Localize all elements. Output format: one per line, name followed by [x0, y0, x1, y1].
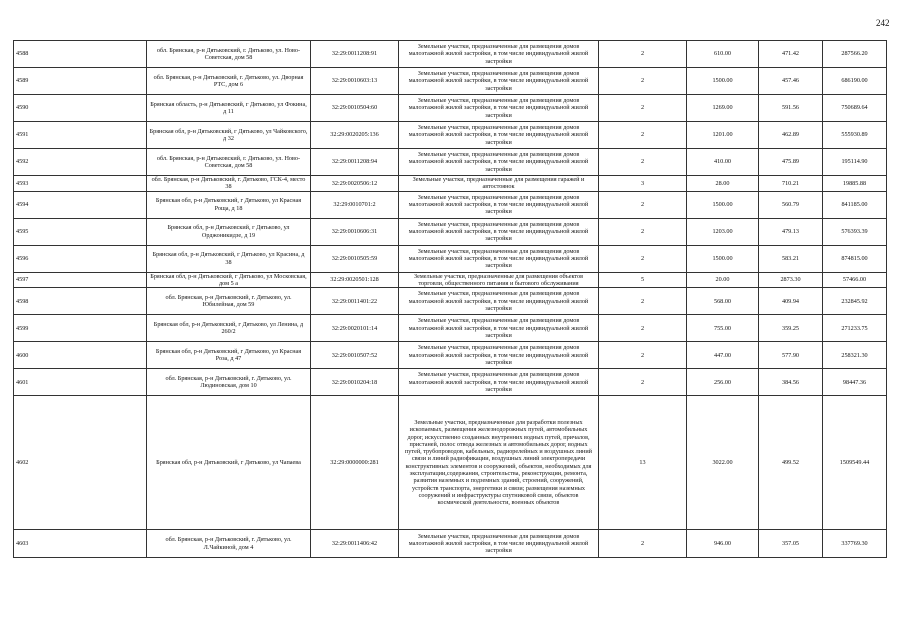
table-row [14, 342, 887, 369]
area-cell: 256.00 [687, 369, 759, 396]
specific-value-cell: 710.21 [759, 176, 823, 192]
address-cell: обл. Брянская, р-н Дятьковский, г. Дятьково, ул. Юбилейная, дом 59 [147, 288, 311, 315]
area-cell: 1500.00 [687, 191, 759, 218]
specific-value-cell: 560.79 [759, 191, 823, 218]
land-class-cell: 2 [599, 95, 687, 122]
cadastral-number-cell: 32:29:0020101:14 [311, 315, 399, 342]
table-row [14, 41, 887, 68]
land-use-cell: Земельные участки, предназначенные для размещения домов малоэтажной жилой застройки, в том числе индивидуальной жилой застройки [399, 122, 599, 149]
area-cell: 755.00 [687, 315, 759, 342]
specific-value-cell: 409.94 [759, 288, 823, 315]
row-id: 4600 [14, 342, 147, 369]
row-id: 4595 [14, 218, 147, 245]
land-class-cell: 2 [599, 191, 687, 218]
area-cell: 28.00 [687, 176, 759, 192]
land-class-cell: 2 [599, 218, 687, 245]
cadastral-number-cell: 32:29:0010701:2 [311, 191, 399, 218]
cadastral-value-cell: 19885.88 [823, 176, 887, 192]
row-id: 4596 [14, 245, 147, 272]
area-cell: 568.00 [687, 288, 759, 315]
area-cell: 946.00 [687, 530, 759, 558]
area-cell: 1500.00 [687, 245, 759, 272]
area-cell: 1269.00 [687, 95, 759, 122]
land-use-cell: Земельные участки, предназначенные для размещения домов малоэтажной жилой застройки, в том числе индивидуальной жилой застройки [399, 315, 599, 342]
address-cell: обл. Брянская, р-н Дятьковский, г. Дятьково, ул. Ново-Советская, дом 58 [147, 149, 311, 176]
address-cell: Брянская обл, р-н Дятьковский, г Дятьково, ул Орджоникидзе, д 19 [147, 218, 311, 245]
cadastral-number-cell: 32:29:0010603:13 [311, 68, 399, 95]
land-use-cell: Земельные участки, предназначенные для размещения домов малоэтажной жилой застройки, в том числе индивидуальной жилой застройки [399, 288, 599, 315]
specific-value-cell: 479.13 [759, 218, 823, 245]
row-id: 4602 [14, 396, 147, 530]
table-row [14, 530, 887, 558]
land-class-cell: 2 [599, 288, 687, 315]
land-use-cell: Земельные участки, предназначенные для размещения домов малоэтажной жилой застройки, в том числе индивидуальной жилой застройки [399, 342, 599, 369]
specific-value-cell: 462.89 [759, 122, 823, 149]
land-use-cell: Земельные участки, предназначенные для размещения домов малоэтажной жилой застройки, в том числе индивидуальной жилой застройки [399, 245, 599, 272]
cadastral-number-cell: 32:29:0011208:94 [311, 149, 399, 176]
address-cell: Брянская обл, р-н Дятьковский, г Дятьково, ул Красина, д 38 [147, 245, 311, 272]
table-row [14, 95, 887, 122]
land-class-cell: 2 [599, 342, 687, 369]
land-use-cell: Земельные участки, предназначенные для размещения домов малоэтажной жилой застройки, в том числе индивидуальной жилой застройки [399, 68, 599, 95]
area-cell: 1201.00 [687, 122, 759, 149]
address-cell: Брянская обл, р-н Дятьковский, г Дятьково, ул Красная Роща, д 18 [147, 191, 311, 218]
address-cell: обл. Брянская, р-н Дятьковский, г. Дятьково, ул. Дворная РТС, дом 6 [147, 68, 311, 95]
land-use-cell: Земельные участки, предназначенные для размещения домов малоэтажной жилой застройки, в том числе индивидуальной жилой застройки [399, 149, 599, 176]
land-use-cell: Земельные участки, предназначенные для размещения объектов торговли, общественного питания и бытового обслуживания [399, 272, 599, 288]
row-id: 4599 [14, 315, 147, 342]
cadastral-value-cell: 750689.64 [823, 95, 887, 122]
area-cell: 3022.00 [687, 396, 759, 530]
row-id: 4597 [14, 272, 147, 288]
cadastral-value-cell: 337769.30 [823, 530, 887, 558]
land-use-cell: Земельные участки, предназначенные для размещения домов малоэтажной жилой застройки, в том числе индивидуальной жилой застройки [399, 41, 599, 68]
address-cell: Брянская область, р-н Дятьковский, г Дятьково, ул Фокина, д 11 [147, 95, 311, 122]
land-use-cell: Земельные участки, предназначенные для размещения домов малоэтажной жилой застройки, в том числе индивидуальной жилой застройки [399, 218, 599, 245]
land-class-cell: 2 [599, 122, 687, 149]
specific-value-cell: 359.25 [759, 315, 823, 342]
specific-value-cell: 577.90 [759, 342, 823, 369]
row-id: 4591 [14, 122, 147, 149]
specific-value-cell: 457.46 [759, 68, 823, 95]
row-id: 4592 [14, 149, 147, 176]
address-cell: обл. Брянская, р-н Дятьковский, г. Дятьково, ул. Ново-Советская, дом 58 [147, 41, 311, 68]
cadastral-value-cell: 195114.90 [823, 149, 887, 176]
page-number: 242 [876, 18, 890, 28]
land-use-cell: Земельные участки, предназначенные для размещения домов малоэтажной жилой застройки, в том числе индивидуальной жилой застройки [399, 95, 599, 122]
address-cell: обл. Брянская, р-н Дятьковский, г. Дятьково, ГСК-4, место 38 [147, 176, 311, 192]
land-class-cell: 3 [599, 176, 687, 192]
table-row [14, 176, 887, 192]
table-row [14, 191, 887, 218]
row-id: 4601 [14, 369, 147, 396]
cadastral-number-cell: 32:29:0011401:22 [311, 288, 399, 315]
land-use-cell: Земельные участки, предназначенные для размещения домов малоэтажной жилой застройки, в том числе индивидуальной жилой застройки [399, 369, 599, 396]
land-use-cell: Земельные участки, предназначенные для размещения домов малоэтажной жилой застройки, в том числе индивидуальной жилой застройки [399, 530, 599, 558]
area-cell: 410.00 [687, 149, 759, 176]
address-cell: Брянская обл, р-н Дятьковский, г Дятьково, ул Ленина, д 260/2 [147, 315, 311, 342]
land-class-cell: 2 [599, 41, 687, 68]
cadastral-number-cell: 32:29:0010606:31 [311, 218, 399, 245]
table-row [14, 218, 887, 245]
address-cell: Брянская обл, р-н Дятьковский, г Дятьково, ул Московская, дом 5 а [147, 272, 311, 288]
specific-value-cell: 384.56 [759, 369, 823, 396]
area-cell: 1500.00 [687, 68, 759, 95]
table-row [14, 272, 887, 288]
cadastral-number-cell: 32:29:0020506:12 [311, 176, 399, 192]
cadastral-number-cell: 32:29:0020205:136 [311, 122, 399, 149]
row-id: 4588 [14, 41, 147, 68]
cadastral-value-cell: 232845.92 [823, 288, 887, 315]
land-use-cell: Земельные участки, предназначенные для размещения домов малоэтажной жилой застройки, в том числе индивидуальной жилой застройки [399, 191, 599, 218]
area-cell: 1203.00 [687, 218, 759, 245]
specific-value-cell: 499.52 [759, 396, 823, 530]
table-row [14, 68, 887, 95]
address-cell: обл. Брянская, р-н Дятьковский, г. Дятьково, ул. Л.Чайкиной, дом 4 [147, 530, 311, 558]
land-class-cell: 2 [599, 369, 687, 396]
cadastral-number-cell: 32:29:0011208:91 [311, 41, 399, 68]
address-cell: Брянская обл, р-н Дятьковский, г Дятьково, ул Чапаева [147, 396, 311, 530]
cadastral-value-cell: 271233.75 [823, 315, 887, 342]
table-row [14, 149, 887, 176]
cadastral-value-cell: 576393.39 [823, 218, 887, 245]
table-row [14, 245, 887, 272]
specific-value-cell: 2873.30 [759, 272, 823, 288]
address-cell: Брянская обл, р-н Дятьковский, г Дятьково, ул Красная Роза, д 47 [147, 342, 311, 369]
table-row [14, 288, 887, 315]
address-cell: Брянская обл, р-н Дятьковский, г Дятьково, ул Чайковского, д 32 [147, 122, 311, 149]
row-id: 4603 [14, 530, 147, 558]
row-id: 4598 [14, 288, 147, 315]
cadastral-value-cell: 258321.30 [823, 342, 887, 369]
cadastral-value-cell: 555930.89 [823, 122, 887, 149]
cadastral-value-cell: 287566.20 [823, 41, 887, 68]
cadastral-value-cell: 841185.00 [823, 191, 887, 218]
cadastral-number-cell: 32:29:0010505:59 [311, 245, 399, 272]
table-row [14, 315, 887, 342]
cadastral-number-cell: 32:29:0020501:128 [311, 272, 399, 288]
row-id: 4590 [14, 95, 147, 122]
area-cell: 610.00 [687, 41, 759, 68]
cadastral-number-cell: 32:29:0000000:281 [311, 396, 399, 530]
row-id: 4589 [14, 68, 147, 95]
cadastral-value-table [13, 40, 887, 558]
table-row [14, 369, 887, 396]
specific-value-cell: 471.42 [759, 41, 823, 68]
land-class-cell: 5 [599, 272, 687, 288]
land-use-cell: Земельные участки, предназначенные для разработки полезных ископаемых, размещения железнодорожных путей, автомобильных дорог, искусственно созданных внутренних водных путей, причалов, пристаней, полос отвода железных и автомобильных дорог, водных путей, трубопроводов, кабельных, радиорелейных и воздушных линий связи и линий радиофикации, воздушных линий электропередачи конструктивных элементов и сооружений, объектов, необходимых для эксплуатации,содержания, строительства, реконструкции, ремонта, развития наземных и подземных зданий, строений, сооружений, устройств транспорта, энергетики и связи; размещения наземных сооружений и инфраструктуры спутниковой связи, объектов космической деятельности, военных объектов [399, 396, 599, 530]
table-row [14, 396, 887, 530]
land-class-cell: 2 [599, 315, 687, 342]
cadastral-number-cell: 32:29:0011406:42 [311, 530, 399, 558]
area-cell: 20.00 [687, 272, 759, 288]
row-id: 4593 [14, 176, 147, 192]
table-row [14, 122, 887, 149]
cadastral-number-cell: 32:29:0010507:52 [311, 342, 399, 369]
cadastral-value-cell: 1509549.44 [823, 396, 887, 530]
specific-value-cell: 583.21 [759, 245, 823, 272]
row-id: 4594 [14, 191, 147, 218]
address-cell: обл. Брянская, р-н Дятьковский, г. Дятьково, ул. Людиновская, дом 10 [147, 369, 311, 396]
land-class-cell: 2 [599, 68, 687, 95]
cadastral-value-cell: 874815.00 [823, 245, 887, 272]
specific-value-cell: 357.05 [759, 530, 823, 558]
cadastral-value-cell: 686190.00 [823, 68, 887, 95]
land-class-cell: 2 [599, 149, 687, 176]
cadastral-value-cell: 57466.00 [823, 272, 887, 288]
land-class-cell: 13 [599, 396, 687, 530]
land-class-cell: 2 [599, 530, 687, 558]
cadastral-value-cell: 98447.36 [823, 369, 887, 396]
specific-value-cell: 475.89 [759, 149, 823, 176]
specific-value-cell: 591.56 [759, 95, 823, 122]
land-use-cell: Земельные участки, предназначенные для размещения гаражей и автостоянок [399, 176, 599, 192]
area-cell: 447.00 [687, 342, 759, 369]
land-class-cell: 2 [599, 245, 687, 272]
cadastral-number-cell: 32:29:0010204:18 [311, 369, 399, 396]
cadastral-number-cell: 32:29:0010504:60 [311, 95, 399, 122]
